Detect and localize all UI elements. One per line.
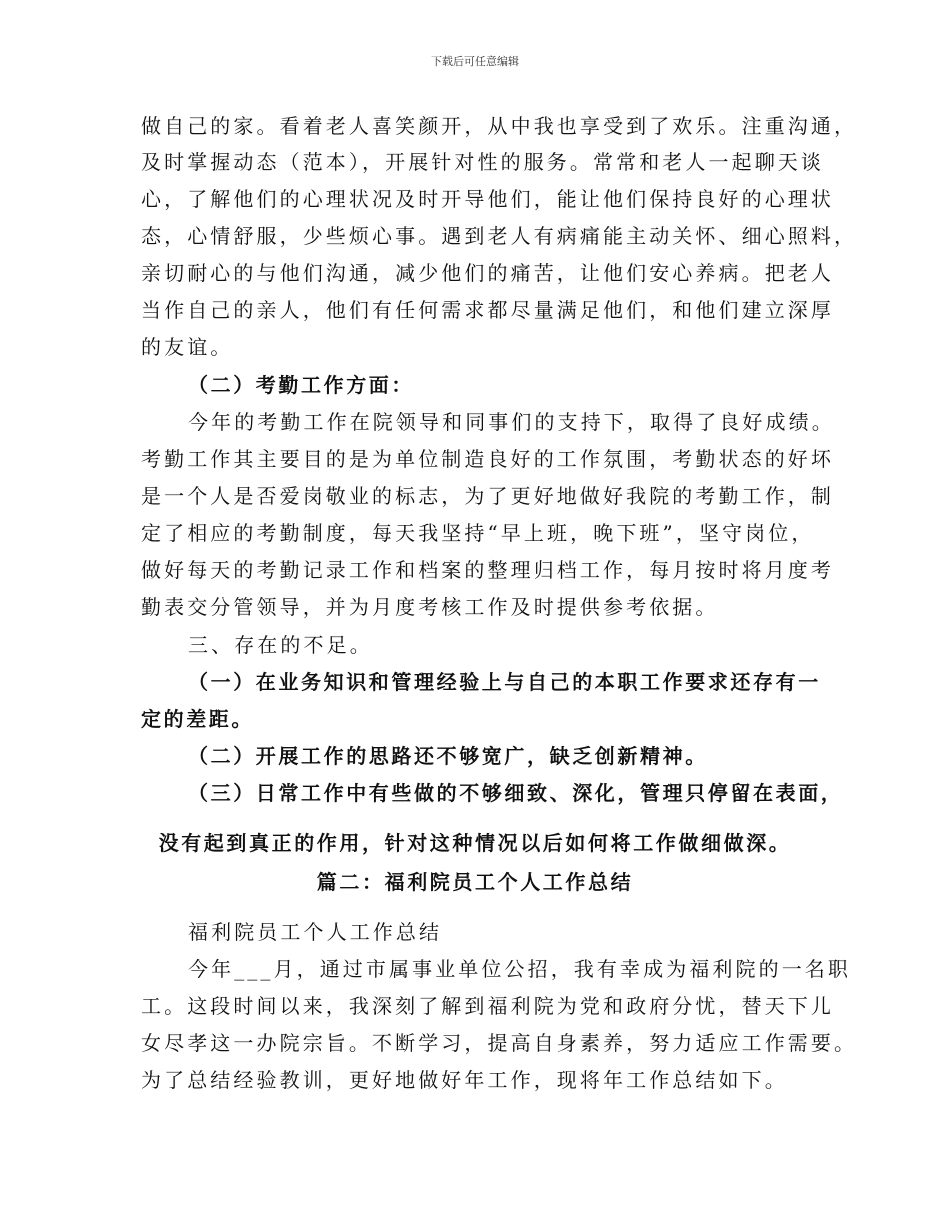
paragraph-line: 是一个人是否爱岗敬业的标志，为了更好地做好我院的考勤工作，制 [141,484,834,508]
paragraph-line: 当作自己的亲人，他们有任何需求都尽量满足他们，和他们建立深厚 [141,298,834,322]
paragraph-line: 的友谊。 [141,335,234,359]
paragraph-line: 定了相应的考勤制度，每天我坚持“早上班，晚下班”，坚守岗位， [141,521,815,545]
paragraph-line: 及时掌握动态（范本），开展针对性的服务。常常和老人一起聊天谈 [141,150,824,174]
paragraph-line: 工。这段时间以来，我深刻了解到福利院为党和政府分忧，替天下儿 [141,994,834,1018]
subsection-line: 定的差距。 [141,707,254,731]
subsection-line: （一）在业务知识和管理经验上与自己的本职工作要求还存有一 [188,670,821,694]
article-title: 篇二：福利院员工个人工作总结 [316,870,634,894]
paragraph-line: 女尽孝这一办院宗旨。不断学习，提高自身素养，努力适应工作需要。 [141,1031,858,1055]
article-subtitle: 福利院员工个人工作总结 [188,920,443,944]
paragraph-line: 做自己的家。看着老人喜笑颜开，从中我也享受到了欢乐。注重沟通， [141,114,858,138]
paragraph-line: 心，了解他们的心理状况及时开导他们，能让他们保持良好的心理状 [141,187,834,211]
paragraph-line: 今年___月，通过市属事业单位公招，我有幸成为福利院的一名职 [188,957,851,981]
paragraph-line: 考勤工作其主要目的是为单位制造良好的工作氛围，考勤状态的好坏 [141,447,834,471]
paragraph-line: 为了总结经验教训，更好地做好年工作，现将年工作总结如下。 [141,1068,788,1092]
subsection-line: 没有起到真正的作用，针对这种情况以后如何将工作做细做深。 [158,831,792,855]
section-heading: （二）考勤工作方面： [188,373,414,397]
paragraph-line: 今年的考勤工作在院领导和同事们的支持下，取得了良好成绩。 [188,410,835,434]
paragraph-line: 做好每天的考勤记录工作和档案的整理归档工作，每月按时将月度考 [141,558,834,582]
paragraph-line: 态，心情舒服，少些烦心事。遇到老人有病痛能主动关怀、细心照料， [141,224,858,248]
paragraph-line: 勤表交分管领导，并为月度考核工作及时提供参考依据。 [141,595,719,619]
subsection-line: （三）日常工作中有些做的不够细致、深化，管理只停留在表面， [188,781,844,805]
paragraph-line: 亲切耐心的与他们沟通，减少他们的痛苦，让他们安心养病。把老人 [141,261,834,285]
section-heading: 三、存在的不足。 [188,633,373,657]
subsection-line: （二）开展工作的思路还不够宽广，缺乏创新精神。 [188,744,708,768]
page-header: 下载后可任意编辑 [431,55,519,68]
